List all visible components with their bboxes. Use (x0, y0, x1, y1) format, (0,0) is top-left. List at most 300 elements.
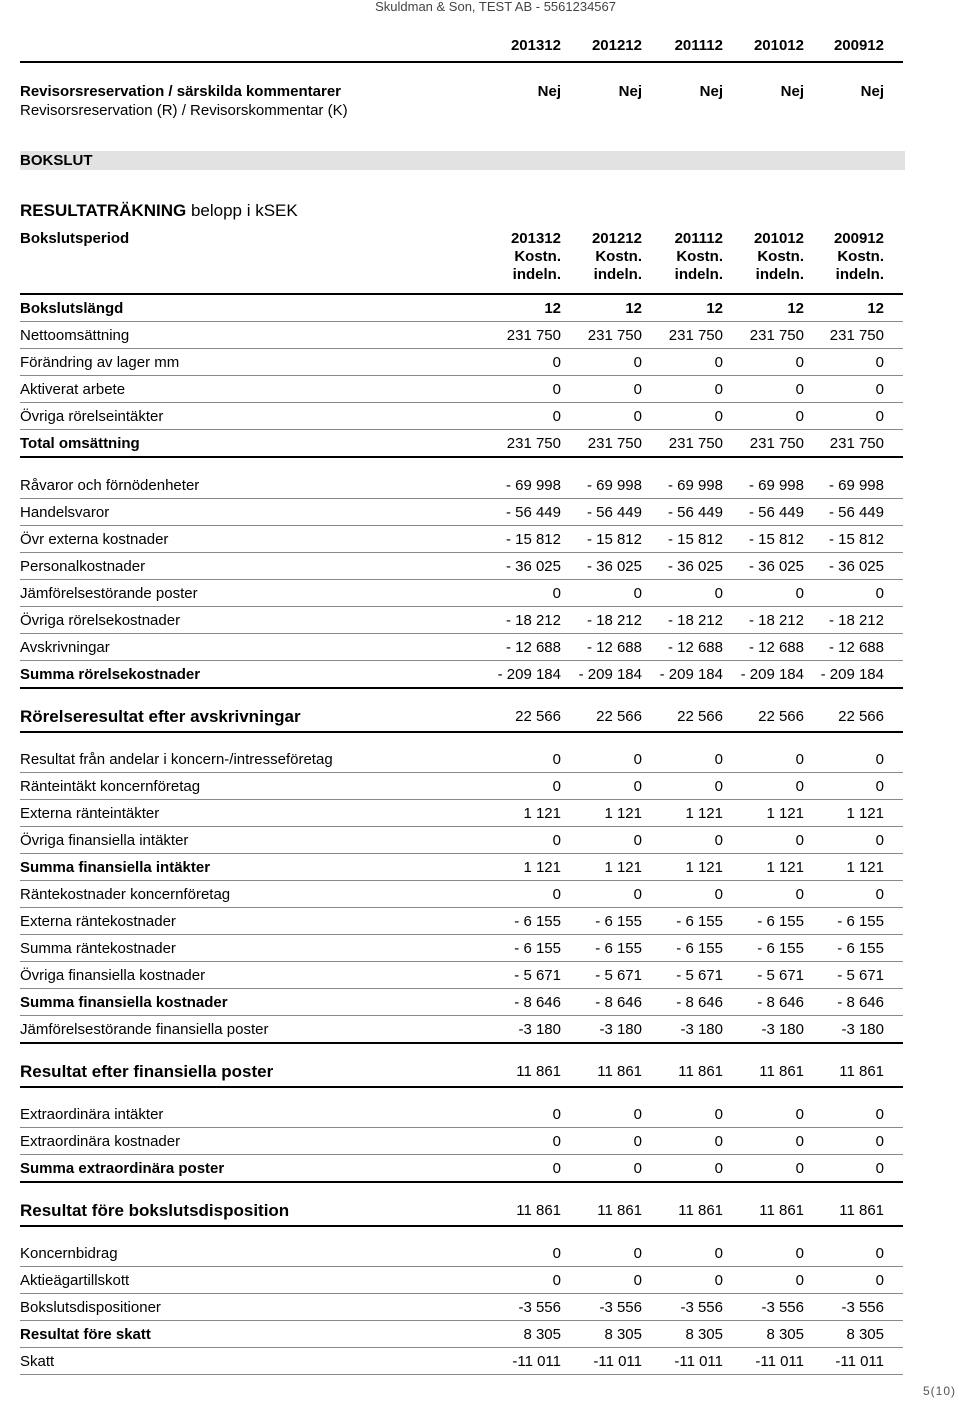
row-divider (20, 633, 903, 634)
row-value: 0 (552, 1106, 561, 1123)
row-value: - 8 646 (757, 994, 804, 1011)
row-value: - 8 646 (837, 994, 884, 1011)
row-value: 1 121 (846, 805, 884, 822)
table-row (0, 1159, 960, 1179)
period-header-line: Kostn. (757, 248, 804, 265)
row-value: 0 (875, 585, 884, 602)
reservation-value: Nej (699, 83, 723, 100)
row-label: Resultat efter finansiella poster (20, 1062, 274, 1081)
row-value: -11 011 (674, 1353, 723, 1370)
table-row (0, 1132, 960, 1152)
row-value: - 36 025 (748, 558, 804, 575)
row-value: 0 (875, 1245, 884, 1262)
row-divider (20, 321, 903, 322)
table-row (0, 665, 960, 685)
row-value: - 6 155 (676, 940, 723, 957)
table-row (0, 750, 960, 770)
row-value: 0 (714, 778, 723, 795)
page-number: 5(10) (922, 1384, 956, 1398)
row-label: Övriga rörelseintäkter (20, 408, 164, 425)
row-value: 0 (714, 1133, 723, 1150)
row-label: Summa rörelsekostnader (20, 666, 201, 683)
row-value: 0 (875, 832, 884, 849)
period-header-line: indeln. (674, 266, 723, 283)
row-value: - 15 812 (586, 531, 642, 548)
row-value: 0 (714, 886, 723, 903)
row-value: 0 (552, 1133, 561, 1150)
row-value: 11 861 (759, 1202, 804, 1219)
row-value: 1 121 (685, 859, 723, 876)
row-divider (20, 579, 903, 580)
row-label: Skatt (20, 1353, 55, 1370)
row-value: 0 (552, 408, 561, 425)
table-row (0, 885, 960, 905)
row-label: Externa ränteintäkter (20, 805, 160, 822)
row-value: - 6 155 (514, 913, 561, 930)
row-value: 0 (714, 585, 723, 602)
row-value: - 36 025 (505, 558, 561, 575)
row-value: 0 (552, 585, 561, 602)
row-divider (20, 1181, 903, 1183)
table-row (0, 353, 960, 373)
table-row (0, 777, 960, 797)
table-row (0, 706, 960, 728)
row-value: 0 (875, 1106, 884, 1123)
row-value: 0 (875, 354, 884, 371)
row-value: 0 (795, 832, 804, 849)
row-value: - 5 671 (514, 967, 561, 984)
period-header-line: 200912 (833, 230, 884, 247)
period-header-line: indeln. (512, 266, 561, 283)
row-value: 0 (714, 1106, 723, 1123)
table-row (0, 858, 960, 878)
period-header-line: 201112 (674, 230, 723, 247)
row-value: 0 (552, 1160, 561, 1177)
row-value: - 36 025 (586, 558, 642, 575)
row-label: Personalkostnader (20, 558, 146, 575)
period-header-line: 201312 (510, 230, 561, 247)
row-value: 231 750 (506, 435, 561, 452)
reservation-value: Nej (860, 83, 884, 100)
row-divider (20, 498, 903, 499)
table-row (0, 557, 960, 577)
divider (20, 61, 903, 63)
row-value: - 15 812 (748, 531, 804, 548)
row-value: 0 (875, 381, 884, 398)
row-value: 0 (795, 886, 804, 903)
row-value: -3 556 (761, 1299, 804, 1316)
period-header-line: Kostn. (595, 248, 642, 265)
row-value: - 15 812 (828, 531, 884, 548)
reservation-value: Nej (618, 83, 642, 100)
table-row (0, 638, 960, 658)
table-row (0, 1352, 960, 1372)
row-divider (20, 1086, 903, 1088)
row-value: 0 (795, 1245, 804, 1262)
row-value: 1 121 (685, 805, 723, 822)
row-label: Summa räntekostnader (20, 940, 176, 957)
row-divider (20, 375, 903, 376)
row-label: Resultat från andelar i koncern-/intresseföretag (20, 751, 333, 768)
table-row (0, 434, 960, 454)
row-label: Resultat före bokslutsdisposition (20, 1201, 290, 1220)
row-label: Total omsättning (20, 435, 140, 452)
divider (20, 293, 903, 295)
row-value: 0 (714, 1245, 723, 1262)
row-value: - 209 184 (820, 666, 884, 683)
row-value: -3 556 (841, 1299, 884, 1316)
row-value: 0 (714, 751, 723, 768)
row-label: Bokslutsdispositioner (20, 1299, 161, 1316)
row-value: -11 011 (835, 1353, 884, 1370)
row-value: 12 (867, 300, 884, 317)
row-value: - 209 184 (659, 666, 723, 683)
row-value: - 12 688 (667, 639, 723, 656)
row-value: - 18 212 (748, 612, 804, 629)
row-label: Handelsvaror (20, 504, 110, 521)
row-value: 0 (875, 886, 884, 903)
table-row (0, 1244, 960, 1264)
row-value: - 56 449 (748, 504, 804, 521)
row-value: - 69 998 (505, 477, 561, 494)
row-label: Summa finansiella intäkter (20, 859, 211, 876)
row-value: - 36 025 (828, 558, 884, 575)
row-value: 0 (552, 886, 561, 903)
table-row (0, 1061, 960, 1083)
row-value: 0 (795, 751, 804, 768)
row-value: 1 121 (766, 805, 804, 822)
row-value: 8 305 (846, 1326, 884, 1343)
table-row (0, 1298, 960, 1318)
period-header-line: indeln. (835, 266, 884, 283)
row-value: 0 (633, 832, 642, 849)
row-divider (20, 525, 903, 526)
row-divider (20, 731, 903, 733)
row-divider (20, 853, 903, 854)
row-value: 12 (625, 300, 642, 317)
row-value: - 56 449 (505, 504, 561, 521)
row-value: 0 (633, 1160, 642, 1177)
row-value: - 12 688 (505, 639, 561, 656)
period-header-line: indeln. (593, 266, 642, 283)
row-divider (20, 1374, 903, 1375)
row-value: 22 566 (677, 708, 723, 725)
table-row (0, 993, 960, 1013)
row-value: 0 (633, 1245, 642, 1262)
period-header-line: indeln. (755, 266, 804, 283)
row-value: 0 (633, 1133, 642, 1150)
row-value: 22 566 (758, 708, 804, 725)
row-value: 0 (795, 1133, 804, 1150)
row-value: 0 (633, 354, 642, 371)
row-label: Rörelseresultat efter avskrivningar (20, 707, 301, 726)
row-label: Nettoomsättning (20, 327, 130, 344)
row-divider (20, 402, 903, 403)
row-value: - 209 184 (740, 666, 804, 683)
row-value: 231 750 (587, 435, 642, 452)
row-value: 0 (795, 1160, 804, 1177)
table-row (0, 530, 960, 550)
year-header-cell: 201312 (510, 37, 561, 54)
row-value: 231 750 (668, 435, 723, 452)
row-label: Jämförelsestörande finansiella poster (20, 1021, 269, 1038)
row-label: Jämförelsestörande poster (20, 585, 198, 602)
row-value: -11 011 (512, 1353, 561, 1370)
table-row (0, 380, 960, 400)
row-value: - 18 212 (586, 612, 642, 629)
row-divider (20, 1320, 903, 1321)
row-value: 8 305 (604, 1326, 642, 1343)
row-value: - 15 812 (667, 531, 723, 548)
row-value: - 6 155 (514, 940, 561, 957)
row-value: 0 (552, 381, 561, 398)
row-label: Extraordinära intäkter (20, 1106, 164, 1123)
row-value: 1 121 (604, 805, 642, 822)
year-header-cell: 200912 (833, 37, 884, 54)
row-value: 22 566 (515, 708, 561, 725)
reservation-value: Nej (780, 83, 804, 100)
row-value: -3 556 (680, 1299, 723, 1316)
row-value: 11 861 (839, 1063, 884, 1080)
row-divider (20, 934, 903, 935)
row-value: 0 (714, 408, 723, 425)
row-value: 231 750 (829, 327, 884, 344)
row-value: 231 750 (749, 435, 804, 452)
row-value: - 209 184 (578, 666, 642, 683)
row-label: Resultat före skatt (20, 1326, 151, 1343)
statement-title-rest: belopp i kSEK (186, 201, 298, 220)
row-label: Avskrivningar (20, 639, 110, 656)
table-row (0, 611, 960, 631)
row-value: 231 750 (829, 435, 884, 452)
row-divider (20, 1266, 903, 1267)
row-divider (20, 687, 903, 689)
row-value: 0 (875, 751, 884, 768)
row-value: - 8 646 (514, 994, 561, 1011)
row-label: Externa räntekostnader (20, 913, 176, 930)
table-row (0, 966, 960, 986)
row-value: 0 (875, 1133, 884, 1150)
row-label: Aktiverat arbete (20, 381, 126, 398)
row-value: 0 (875, 1272, 884, 1289)
row-value: 0 (552, 354, 561, 371)
row-divider (20, 1042, 903, 1044)
table-row (0, 939, 960, 959)
row-value: - 36 025 (667, 558, 723, 575)
row-value: - 56 449 (586, 504, 642, 521)
row-value: 0 (552, 832, 561, 849)
row-divider (20, 1347, 903, 1348)
row-value: 0 (633, 886, 642, 903)
section-title: BOKSLUT (20, 152, 93, 169)
row-label: Räntekostnader koncernföretag (20, 886, 231, 903)
row-value: -11 011 (755, 1353, 804, 1370)
period-header-line: Kostn. (676, 248, 723, 265)
row-value: 8 305 (523, 1326, 561, 1343)
row-label: Bokslutslängd (20, 300, 124, 317)
row-value: - 5 671 (676, 967, 723, 984)
row-value: -3 180 (518, 1021, 561, 1038)
row-value: 0 (714, 832, 723, 849)
row-value: 0 (714, 381, 723, 398)
row-value: 22 566 (838, 708, 884, 725)
row-value: - 6 155 (595, 913, 642, 930)
row-label: Koncernbidrag (20, 1245, 118, 1262)
table-row (0, 476, 960, 496)
reservation-sub-label: Revisorsreservation (R) / Revisorskommentar (K) (20, 102, 348, 119)
row-label: Summa extraordinära poster (20, 1160, 225, 1177)
reservation-value: Nej (537, 83, 561, 100)
row-value: 0 (795, 381, 804, 398)
statement-title (20, 201, 298, 221)
row-label: Övriga finansiella kostnader (20, 967, 206, 984)
row-value: - 209 184 (497, 666, 561, 683)
row-value: -3 556 (518, 1299, 561, 1316)
row-value: -3 180 (599, 1021, 642, 1038)
section-bar (20, 151, 905, 170)
row-value: 0 (552, 1272, 561, 1289)
row-divider (20, 660, 903, 661)
row-value: 0 (714, 1272, 723, 1289)
row-value: 11 861 (516, 1063, 561, 1080)
row-divider (20, 348, 903, 349)
row-value: - 6 155 (676, 913, 723, 930)
row-value: 0 (552, 778, 561, 795)
company-header: Skuldman & Son, TEST AB - 5561234567 (375, 0, 616, 14)
row-value: 231 750 (587, 327, 642, 344)
reservation-label: Revisorsreservation / särskilda kommentarer (20, 83, 341, 100)
row-divider (20, 1015, 903, 1016)
year-header-cell: 201012 (753, 37, 804, 54)
row-value: - 8 646 (676, 994, 723, 1011)
table-row (0, 912, 960, 932)
row-value: - 12 688 (748, 639, 804, 656)
row-value: 1 121 (604, 859, 642, 876)
table-row (0, 1325, 960, 1345)
row-value: - 69 998 (748, 477, 804, 494)
row-value: 12 (787, 300, 804, 317)
row-divider (20, 1225, 903, 1227)
period-label: Bokslutsperiod (20, 230, 130, 247)
table-row (0, 804, 960, 824)
row-value: - 18 212 (828, 612, 884, 629)
row-value: 0 (633, 585, 642, 602)
row-value: - 12 688 (828, 639, 884, 656)
row-value: 231 750 (668, 327, 723, 344)
row-value: - 15 812 (505, 531, 561, 548)
period-header-line: Kostn. (514, 248, 561, 265)
row-value: 8 305 (685, 1326, 723, 1343)
row-value: 0 (875, 408, 884, 425)
row-value: 11 861 (678, 1202, 723, 1219)
row-label: Övriga rörelsekostnader (20, 612, 181, 629)
period-header-line: 201212 (591, 230, 642, 247)
row-value: 0 (552, 751, 561, 768)
row-value: 12 (544, 300, 561, 317)
row-divider (20, 772, 903, 773)
row-value: 1 121 (523, 859, 561, 876)
row-value: 0 (552, 1245, 561, 1262)
row-value: -3 180 (841, 1021, 884, 1038)
row-value: - 56 449 (667, 504, 723, 521)
row-value: - 5 671 (595, 967, 642, 984)
row-label: Övr externa kostnader (20, 531, 169, 548)
row-value: 0 (714, 354, 723, 371)
row-value: 0 (633, 408, 642, 425)
row-divider (20, 880, 903, 881)
row-divider (20, 1154, 903, 1155)
row-value: -3 556 (599, 1299, 642, 1316)
row-divider (20, 429, 903, 430)
table-row (0, 1271, 960, 1291)
table-row (0, 407, 960, 427)
row-value: 12 (706, 300, 723, 317)
row-label: Förändring av lager mm (20, 354, 180, 371)
row-value: 1 121 (766, 859, 804, 876)
table-row (0, 1020, 960, 1040)
row-value: 11 861 (839, 1202, 884, 1219)
row-value: - 5 671 (837, 967, 884, 984)
row-value: 0 (795, 1272, 804, 1289)
row-value: - 6 155 (595, 940, 642, 957)
row-value: 0 (875, 1160, 884, 1177)
row-divider (20, 552, 903, 553)
row-value: - 6 155 (837, 913, 884, 930)
row-value: - 6 155 (837, 940, 884, 957)
row-value: 0 (633, 381, 642, 398)
table-row (0, 1200, 960, 1222)
row-value: 0 (633, 1106, 642, 1123)
period-header-line: 201012 (753, 230, 804, 247)
row-value: 0 (714, 1160, 723, 1177)
row-value: 0 (795, 408, 804, 425)
row-value: -3 180 (761, 1021, 804, 1038)
row-value: 0 (633, 778, 642, 795)
row-divider (20, 1127, 903, 1128)
row-divider (20, 606, 903, 607)
row-value: - 69 998 (828, 477, 884, 494)
row-label: Övriga finansiella intäkter (20, 832, 189, 849)
row-value: -11 011 (593, 1353, 642, 1370)
row-value: 0 (795, 1106, 804, 1123)
row-value: 0 (633, 1272, 642, 1289)
row-divider (20, 456, 903, 458)
row-value: 11 861 (597, 1063, 642, 1080)
row-value: 231 750 (506, 327, 561, 344)
row-divider (20, 826, 903, 827)
table-row (0, 326, 960, 346)
table-row (0, 503, 960, 523)
row-value: - 69 998 (667, 477, 723, 494)
row-value: 22 566 (596, 708, 642, 725)
row-value: 0 (795, 778, 804, 795)
row-value: -3 180 (680, 1021, 723, 1038)
row-value: 0 (633, 751, 642, 768)
table-row (0, 584, 960, 604)
row-value: 0 (795, 585, 804, 602)
row-label: Råvaror och förnödenheter (20, 477, 200, 494)
year-header-cell: 201212 (591, 37, 642, 54)
row-value: - 18 212 (505, 612, 561, 629)
row-value: - 8 646 (595, 994, 642, 1011)
row-value: 11 861 (516, 1202, 561, 1219)
row-divider (20, 988, 903, 989)
row-label: Ränteintäkt koncernföretag (20, 778, 201, 795)
row-label: Extraordinära kostnader (20, 1133, 181, 1150)
year-header-cell: 201112 (674, 37, 723, 54)
row-value: - 18 212 (667, 612, 723, 629)
row-value: 0 (795, 354, 804, 371)
